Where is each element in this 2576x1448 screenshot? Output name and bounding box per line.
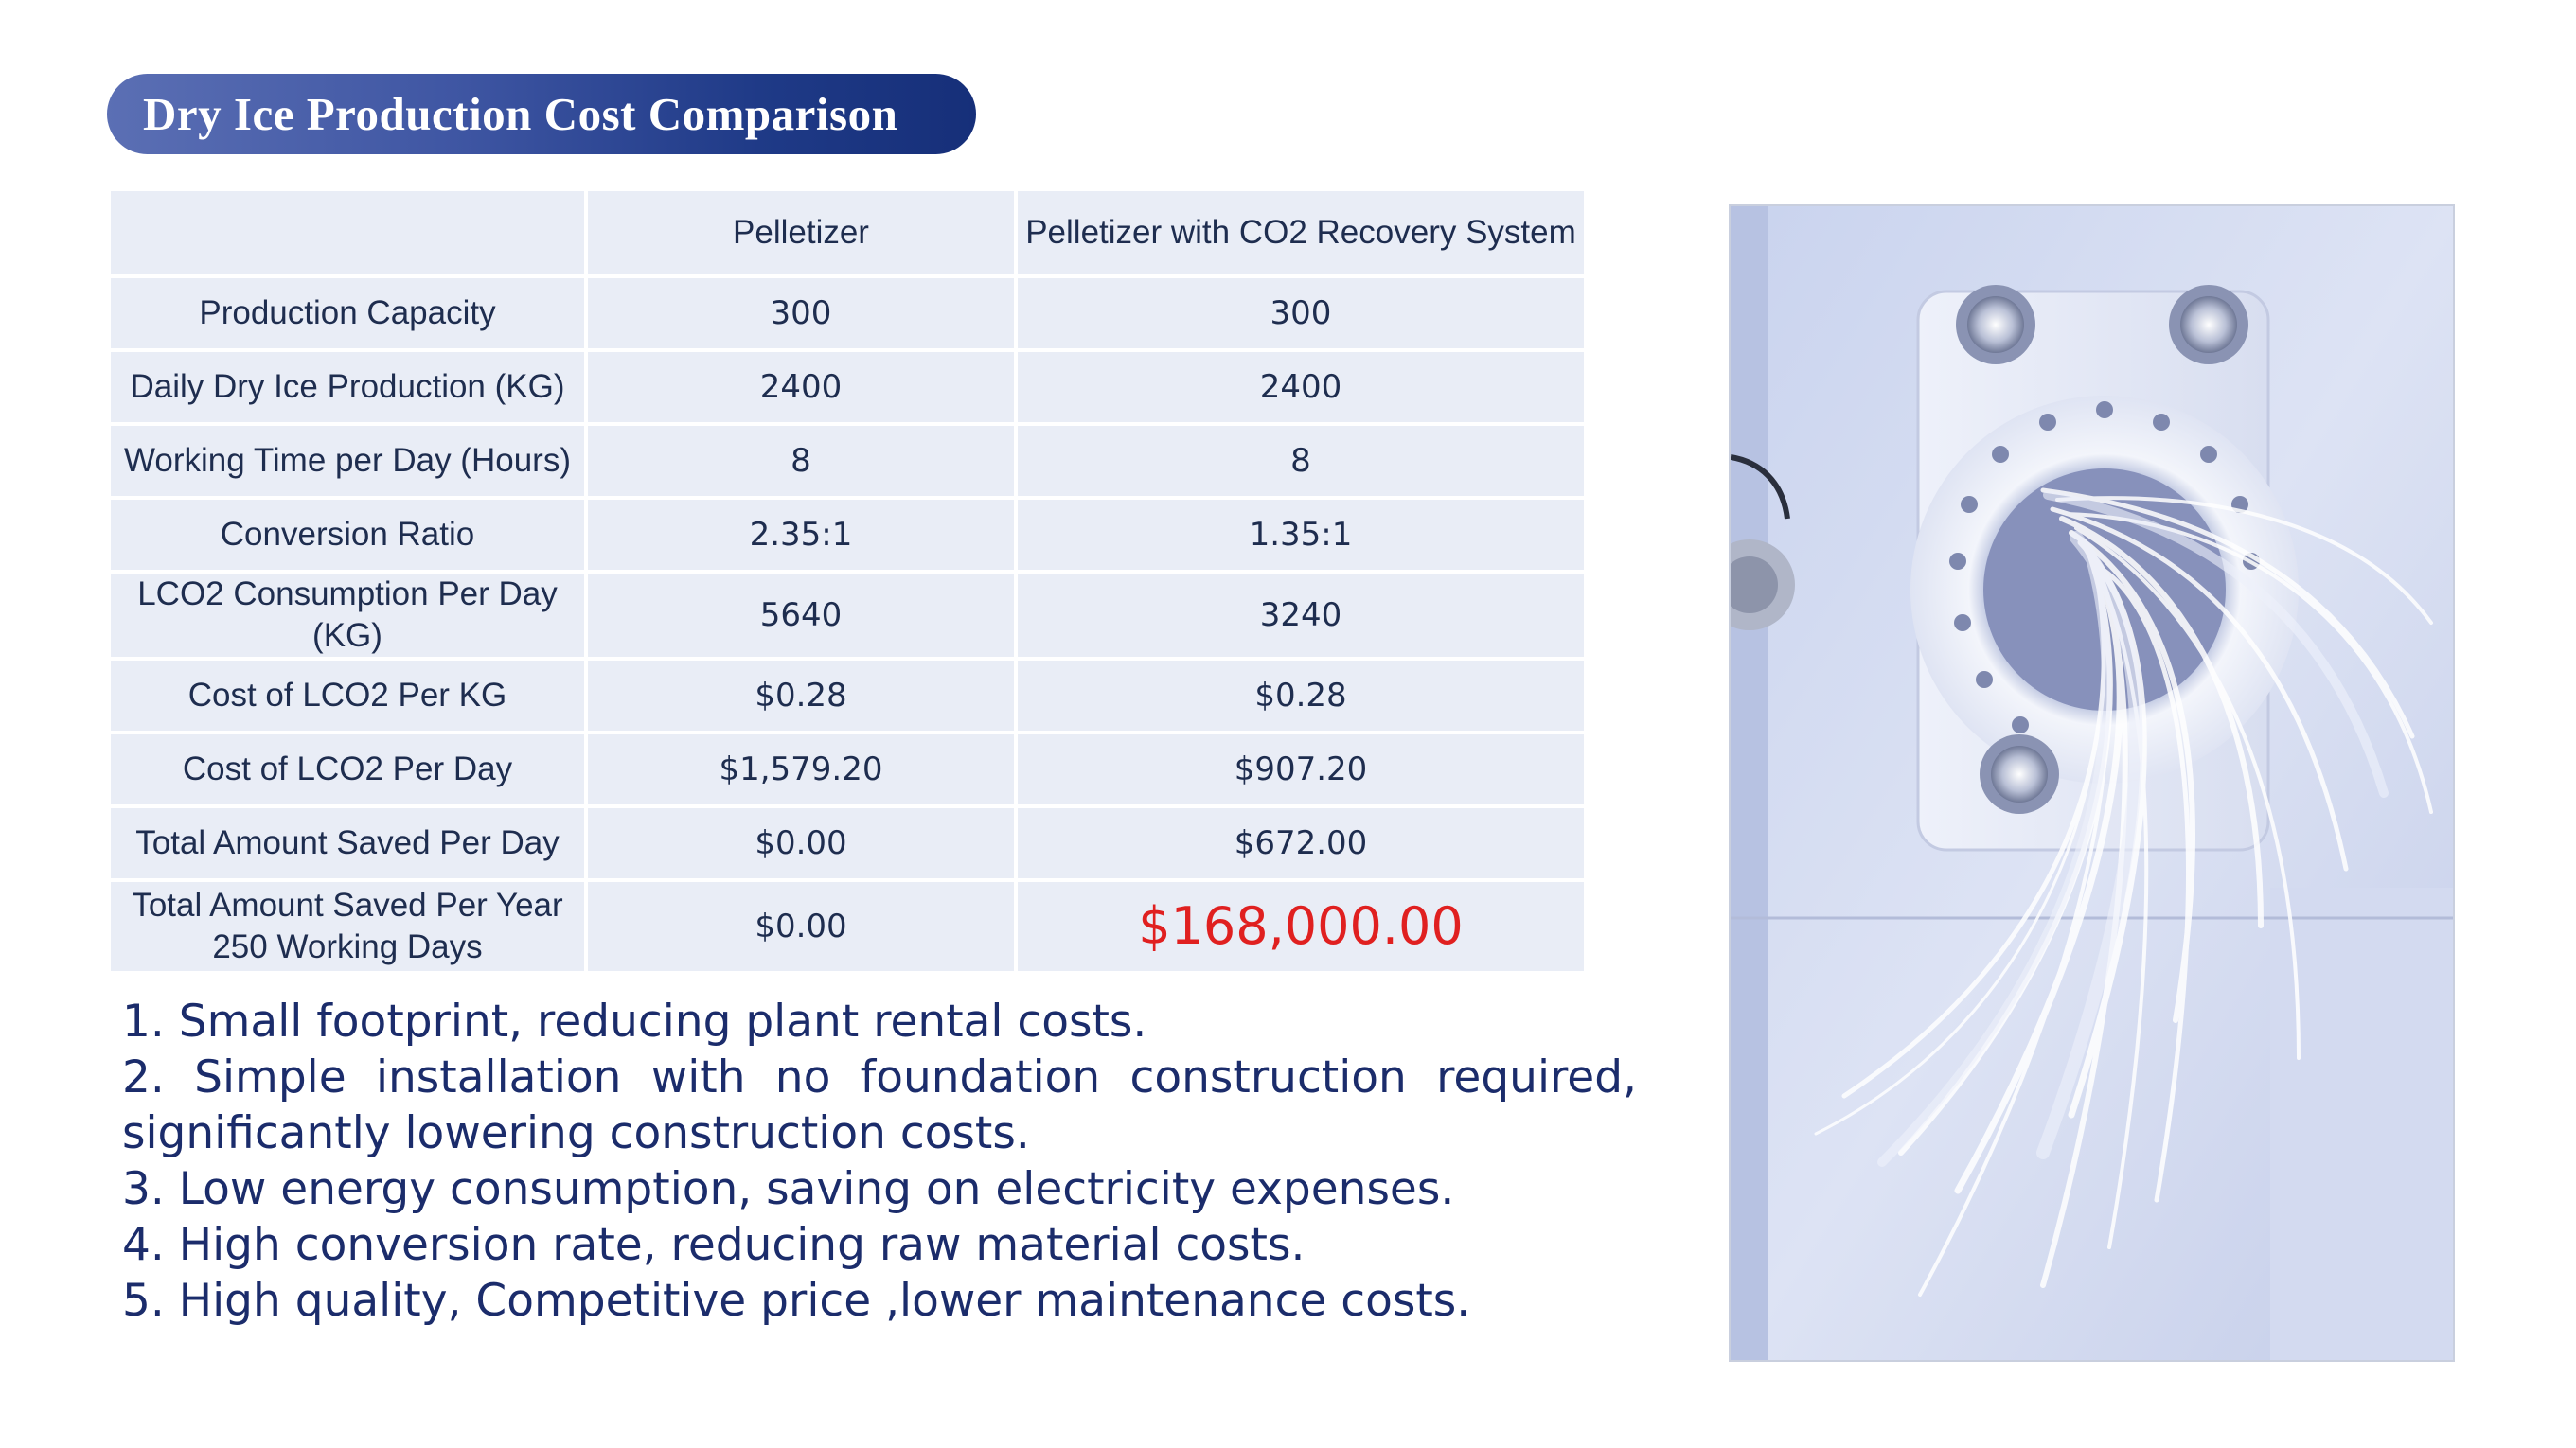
benefit-item: 5. High quality, Competitive price ,lower maintenance costs.: [122, 1275, 1471, 1327]
row-label: Production Capacity: [111, 278, 584, 348]
table-row: [111, 426, 1584, 496]
pelletizer-value: $1,579.20: [588, 734, 1014, 804]
row-label: Cost of LCO2 Per KG: [111, 661, 584, 731]
row-label: Conversion Ratio: [111, 500, 584, 570]
table-row: [111, 661, 1584, 731]
row-label: Cost of LCO2 Per Day: [111, 734, 584, 804]
benefit-item: 4. High conversion rate, reducing raw material costs.: [122, 1219, 1306, 1271]
row-label: LCO2 Consumption Per Day (KG): [111, 574, 584, 657]
table-row: [111, 808, 1584, 878]
table-row: [111, 500, 1584, 570]
pelletizer-value: $0.00: [588, 808, 1014, 878]
pelletizer-value: 2.35:1: [588, 500, 1014, 570]
table-row: [111, 734, 1584, 804]
header-blank-cell: [111, 191, 584, 274]
benefit-item: 1. Small footprint, reducing plant rental costs.: [122, 996, 1147, 1048]
header-pelletizer: Pelletizer: [588, 191, 1014, 274]
benefits-list: [122, 994, 1637, 1329]
benefit-item-continued: significantly lowering construction costs.: [122, 1107, 1030, 1159]
recovery-value: $907.20: [1018, 734, 1584, 804]
table-row: [111, 574, 1584, 657]
recovery-value: 8: [1018, 426, 1584, 496]
recovery-value: 2400: [1018, 352, 1584, 422]
table-row: [111, 278, 1584, 348]
cost-comparison-table: [107, 187, 1588, 975]
row-label: Total Amount Saved Per Day: [111, 808, 584, 878]
benefit-item: 3. Low energy consumption, saving on electricity expenses.: [122, 1163, 1455, 1215]
table-header-row: [111, 191, 1584, 274]
pelletizer-value: 8: [588, 426, 1014, 496]
annual-savings-highlight: $168,000.00: [1018, 882, 1584, 971]
recovery-value: 300: [1018, 278, 1584, 348]
pelletizer-value: 5640: [588, 574, 1014, 657]
recovery-value: $672.00: [1018, 808, 1584, 878]
row-label: Working Time per Day (Hours): [111, 426, 584, 496]
pelletizer-value: $0.00: [588, 882, 1014, 971]
pelletizer-value: $0.28: [588, 661, 1014, 731]
page-title: Dry Ice Production Cost Comparison: [107, 74, 976, 154]
pelletizer-value: 300: [588, 278, 1014, 348]
pelletizer-value: 2400: [588, 352, 1014, 422]
pelletizer-photo: [1729, 204, 2455, 1362]
row-label: Total Amount Saved Per Year 250 Working Days: [111, 882, 584, 971]
table-row: [111, 882, 1584, 971]
table-row: [111, 352, 1584, 422]
benefit-item: 2. Simple installation with no foundation construction required,: [122, 1051, 1637, 1104]
row-label: Daily Dry Ice Production (KG): [111, 352, 584, 422]
recovery-value: $0.28: [1018, 661, 1584, 731]
header-pelletizer-recovery: Pelletizer with CO2 Recovery System: [1018, 191, 1584, 274]
recovery-value: 3240: [1018, 574, 1584, 657]
recovery-value: 1.35:1: [1018, 500, 1584, 570]
